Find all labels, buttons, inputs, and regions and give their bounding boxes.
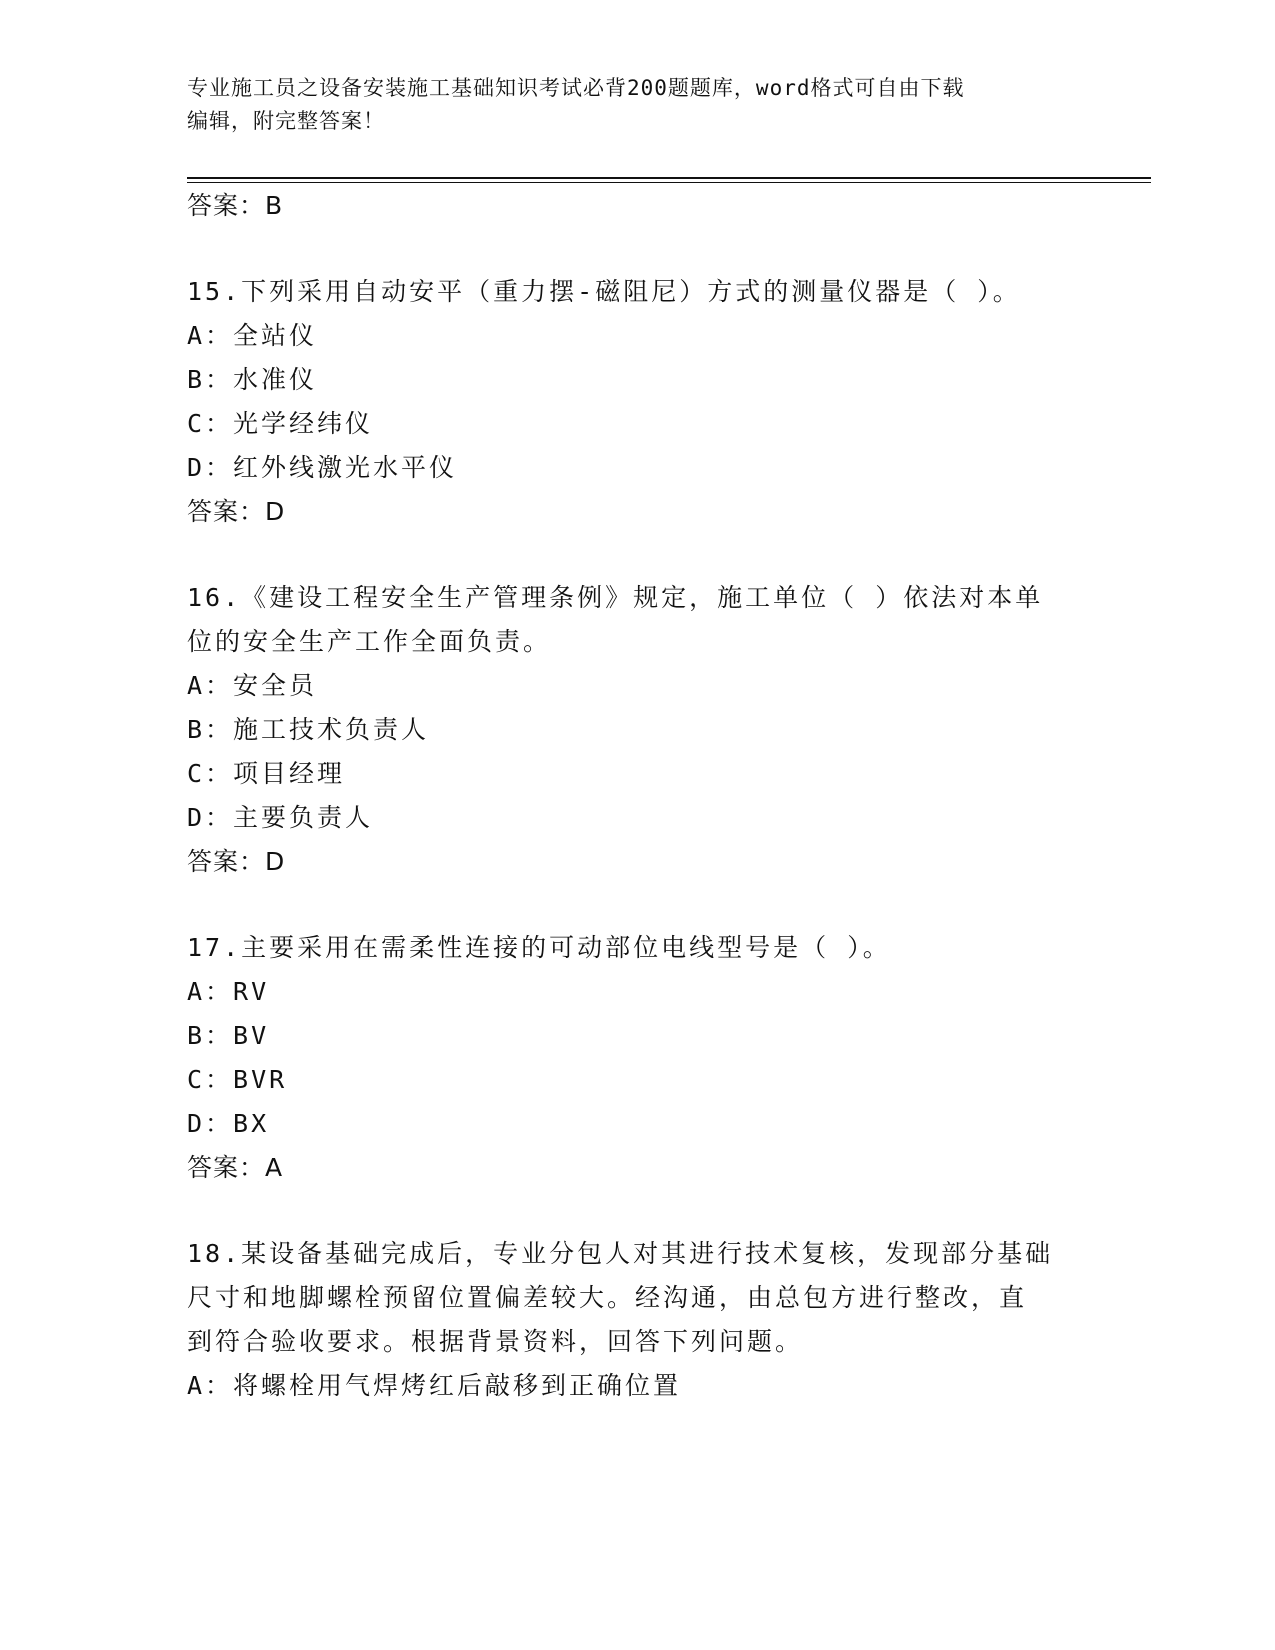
q15-option-d: D：红外线激光水平仪: [187, 453, 458, 482]
q17-stem-line-1: 17.主要采用在需柔性连接的可动部位电线型号是（ ）。: [187, 933, 891, 962]
header-rule-thick: [187, 177, 1151, 179]
header-line-1: 专业施工员之设备安装施工基础知识考试必背200题题库，word格式可自由下载: [187, 76, 965, 100]
q15-stem-line-1: 15.下列采用自动安平（重力摆-磁阻尼）方式的测量仪器是（ ）。: [187, 277, 1021, 306]
q17-option-c: C：BVR: [187, 1065, 288, 1094]
q18-stem-line-2: 尺寸和地脚螺栓预留位置偏差较大。经沟通，由总包方进行整改，直: [187, 1283, 1028, 1312]
header-line-2: 编辑，附完整答案！: [187, 109, 385, 133]
q15-answer: 答案：D: [187, 497, 286, 526]
q17-answer: 答案：A: [187, 1153, 284, 1182]
q16-option-b: B：施工技术负责人: [187, 715, 430, 744]
q18-option-a: A：将螺栓用气焊烤红后敲移到正确位置: [187, 1371, 682, 1400]
q18-stem-line-3: 到符合验收要求。根据背景资料，回答下列问题。: [187, 1327, 804, 1356]
q17-option-d: D：BX: [187, 1109, 270, 1138]
q16-option-d: D：主要负责人: [187, 803, 374, 832]
q16-stem-line-1: 16.《建设工程安全生产管理条例》规定，施工单位（ ）依法对本单: [187, 583, 1044, 612]
q16-option-a: A：安全员: [187, 671, 318, 700]
q15-option-a: A：全站仪: [187, 321, 318, 350]
q18-stem-line-1: 18.某设备基础完成后，专业分包人对其进行技术复核，发现部分基础: [187, 1239, 1054, 1268]
q16-stem-line-2: 位的安全生产工作全面负责。: [187, 627, 552, 656]
q17-option-b: B：BV: [187, 1021, 270, 1050]
q16-answer: 答案：D: [187, 847, 286, 876]
q16-option-c: C：项目经理: [187, 759, 346, 788]
q15-option-b: B：水准仪: [187, 365, 318, 394]
document-header: [187, 72, 1087, 138]
q17-option-a: A：RV: [187, 977, 270, 1006]
header-rule-thin: [187, 182, 1151, 183]
q15-option-c: C：光学经纬仪: [187, 409, 374, 438]
previous-answer: 答案：B: [187, 191, 284, 220]
